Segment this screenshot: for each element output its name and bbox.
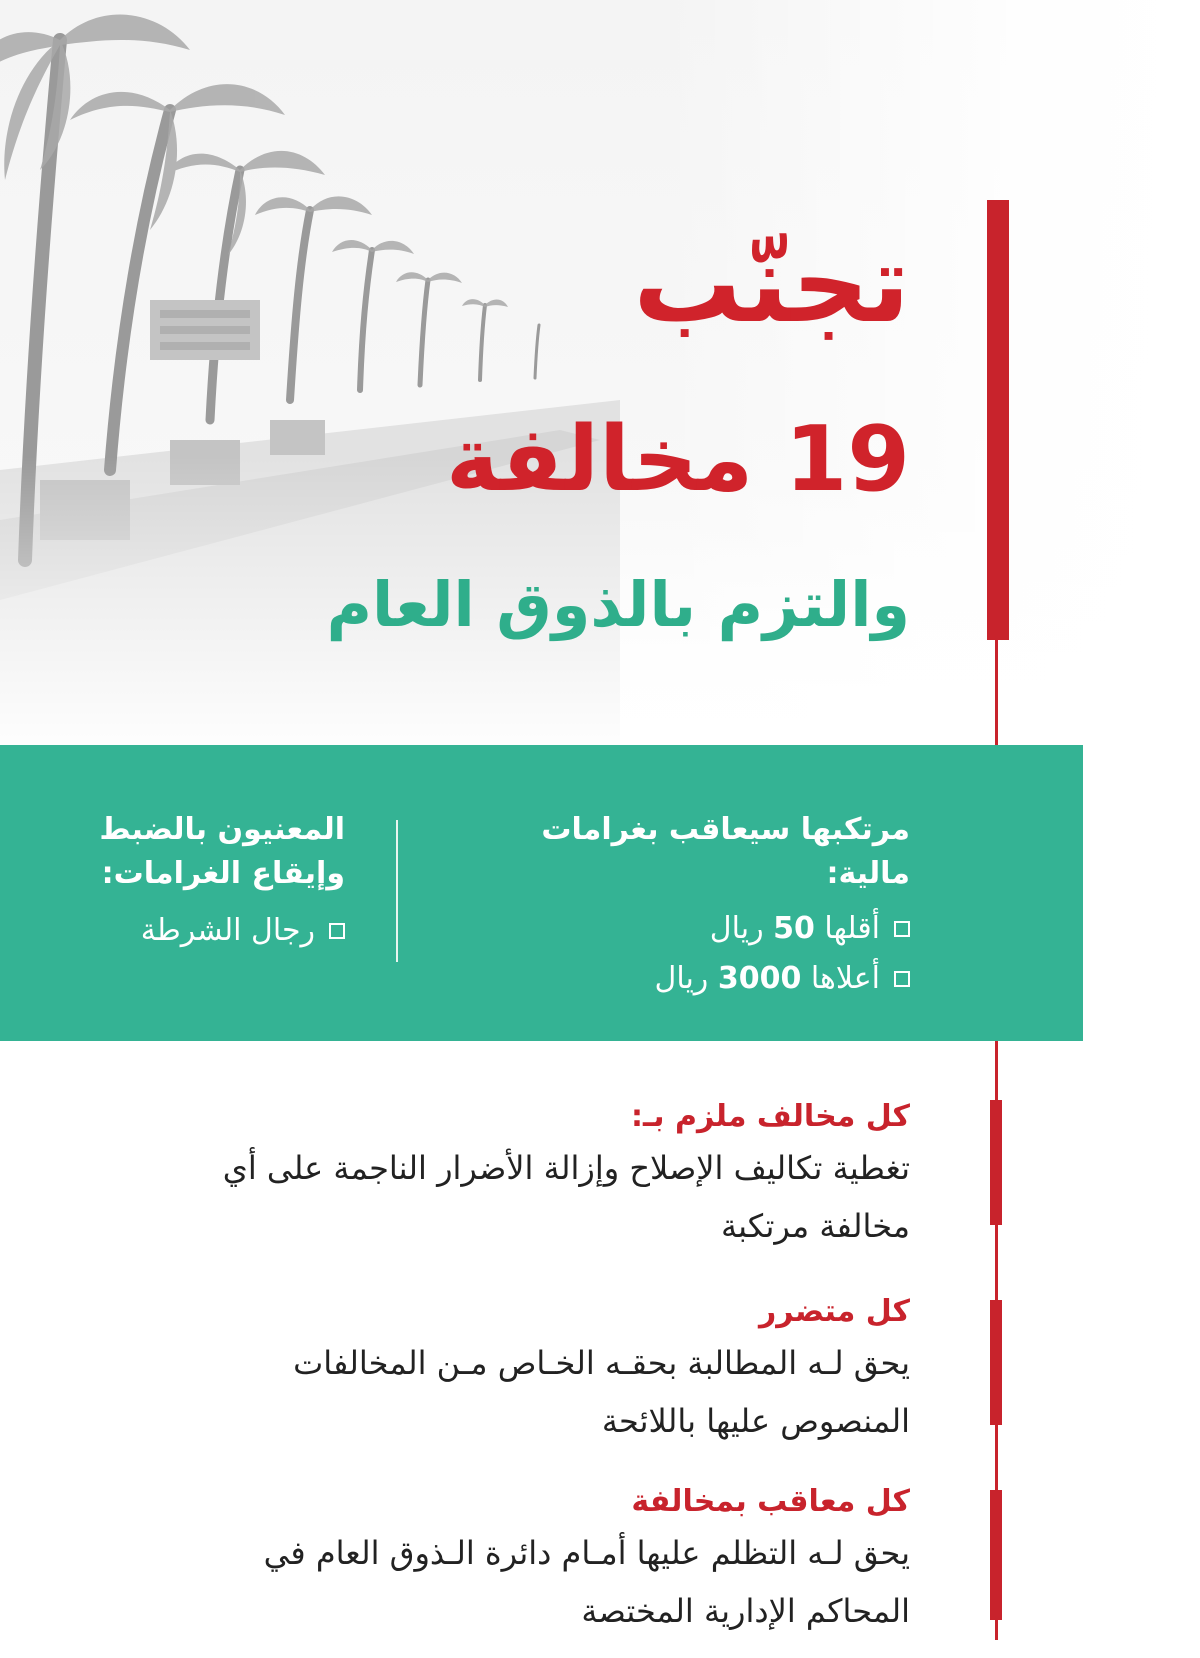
fine-max-item	[470, 954, 910, 1004]
section-body-line: المنصوص عليها باللائحة	[601, 1402, 910, 1440]
headline-violations-count: 19 مخالفة	[445, 407, 910, 512]
fines-title: مرتكبها سيعاقب بغرامات مالية:	[541, 812, 910, 891]
section-title: كل متضرر	[759, 1294, 910, 1329]
timeline-marker-1	[990, 1100, 1002, 1225]
band-divider	[396, 820, 398, 962]
enforcer-text: رجال الشرطة	[140, 913, 315, 948]
enforcers-title-line2: وإيقاع الغرامات:	[101, 856, 345, 891]
timeline-headline-marker	[987, 200, 1009, 640]
section-body-line: مخالفة مرتكبة	[721, 1207, 910, 1245]
headline-avoid: تجنّب	[633, 222, 910, 347]
enforcers-column	[85, 808, 345, 956]
section-body-line: يحق لـه المطالبة بحقـه الخـاص مـن المخالفات	[293, 1344, 910, 1382]
timeline-marker-3	[990, 1490, 1002, 1620]
section-violator-obligations	[150, 1095, 910, 1255]
timeline-marker-2	[990, 1300, 1002, 1425]
fine-max-text: أعلاها 3000 ريال	[654, 961, 880, 996]
section-body-line: تغطية تكاليف الإصلاح وإزالة الأضرار الناجمة على أي	[222, 1149, 910, 1187]
headline-public-taste: والتزم بالذوق العام	[326, 568, 910, 641]
section-body-line: يحق لـه التظلم عليها أمـام دائرة الـذوق العام في	[263, 1534, 910, 1572]
checkbox-icon	[329, 923, 345, 939]
fines-column	[470, 808, 910, 1004]
section-title: كل معاقب بمخالفة	[631, 1484, 910, 1519]
enforcer-item	[85, 906, 345, 956]
fine-min-text: أقلها 50 ريال	[709, 911, 880, 946]
section-body-line: المحاكم الإدارية المختصة	[581, 1592, 910, 1630]
fine-max-amount: 3000	[717, 961, 802, 996]
fine-min-item	[470, 904, 910, 954]
enforcers-title-line1: المعنيون بالضبط	[99, 812, 345, 847]
checkbox-icon	[894, 971, 910, 987]
checkbox-icon	[894, 921, 910, 937]
section-penalized-appeal	[150, 1480, 910, 1640]
section-title: كل مخالف ملزم بـ:	[631, 1099, 910, 1134]
fine-min-amount: 50	[773, 911, 815, 946]
section-affected-party	[150, 1290, 910, 1450]
